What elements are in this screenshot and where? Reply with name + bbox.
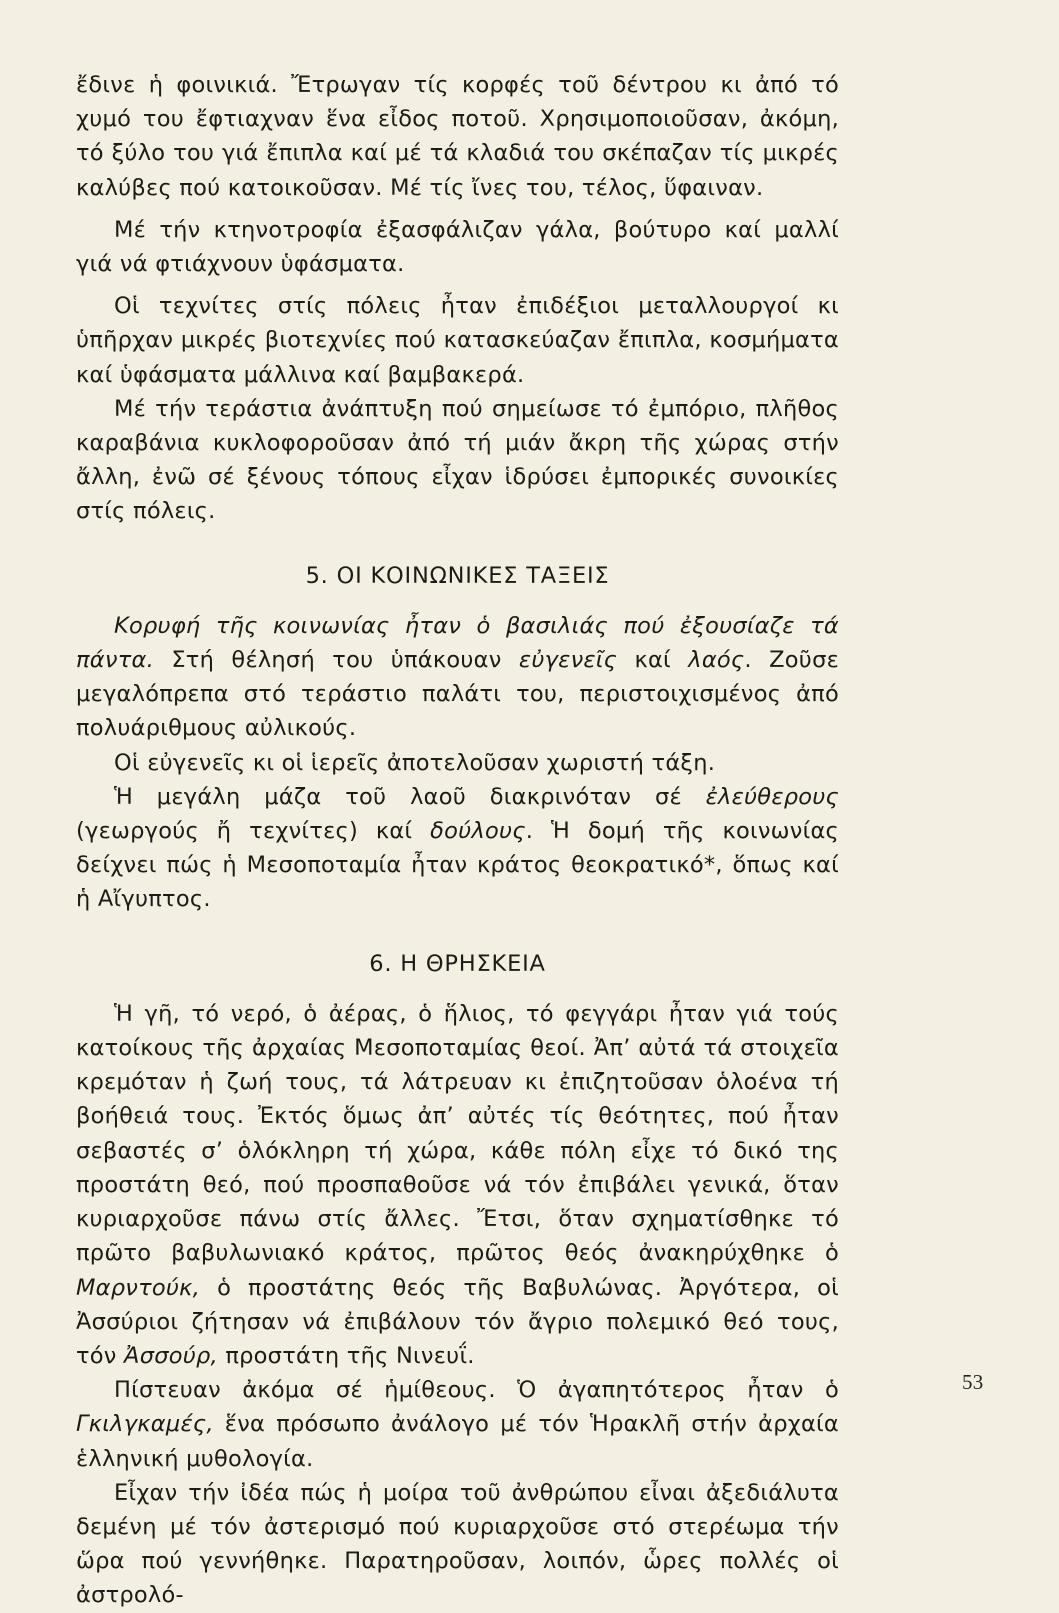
italic-term-people: λαός [688, 647, 745, 674]
paragraph-gods [76, 997, 839, 1373]
paragraph-demigods [76, 1373, 839, 1476]
text-run: . Ζοῦσε μεγαλόπρεπα στό τεράστιο παλάτι του, περιστοιχισμένος ἀπό πολυάριθμους αὐλικούς. [76, 647, 840, 742]
paragraph-nobles-priests: Οἱ εὐγενεῖς κι οἱ ἱερεῖς ἀποτελοῦσαν χωριστή τάξη. [114, 749, 716, 776]
text-run: ὁ προστάτης θεός τῆς Βαβυλώνας. Ἀργότερα, οἱ Ἀσσύριοι ζήτησαν νά ἐπιβάλουν τόν ἄγριο πολεμικό θεό τους, τόν [76, 1274, 839, 1369]
text-run: προστάτη τῆς Νινευΐ. [217, 1342, 475, 1369]
text-run: Ἡ μεγάλη μάζα τοῦ λαοῦ διακρινόταν σέ [114, 783, 706, 810]
text-run: Πίστευαν ἀκόμα σέ ἡμίθεους. Ὁ ἀγαπητότερος ἦταν ὁ [114, 1377, 839, 1404]
paragraph-trade: Μέ τήν τεράστια ἀνάπτυξη πού σημείωσε τό ἐμπόριο, πλῆθος καραβάνια κυκλοφοροῦσαν ἀπό τή μιάν ἄκρη τῆς χώρας στήν ἄλλη, ἐνῶ σέ ξένους τόπους εἶχαν ἱδρύσει ἐμπορικές συνοικίες στίς πόλεις. [76, 395, 839, 525]
italic-king-sentence: Κορυφή τῆς κοινωνίας ἦταν ὁ βασιλιάς πού ἐξουσίαζε τά πάντα. [76, 612, 839, 674]
italic-name-marduk: Μαρντούκ, [76, 1274, 201, 1301]
text-run: καί [617, 647, 689, 674]
paragraph-livestock: Μέ τήν κτηνοτροφία ἐξασφάλιζαν γάλα, βούτυρο καί μαλλί γιά νά φτιάχνουν ὑφάσματα. [76, 216, 839, 278]
italic-term-free: ἐλεύθερους [705, 783, 839, 810]
text-run: . Ἡ δομή τῆς κοινωνίας δείχνει πώς ἡ Μεσοποταμία ἦταν κράτος θεοκρατικό*, ὅπως καί ἡ Αἴγυπτος. [76, 818, 839, 913]
paragraph-craftsmen: Οἱ τεχνίτες στίς πόλεις ἦταν ἐπιδέξιοι μεταλλουργοί κι ὑπῆρχαν μικρές βιοτεχνίες πού κατασκεύαζαν ἔπιπλα, κοσμήματα καί ὑφάσματα μάλλινα καί βαμβακερά. [76, 293, 839, 388]
page-number: 53 [962, 1370, 984, 1394]
text-run: ἕνα πρόσωπο ἀνάλογο μέ τόν Ἡρακλῆ στήν ἀρχαία ἑλληνική μυθολογία. [76, 1411, 839, 1472]
paragraph-gap [76, 205, 839, 213]
section-heading-social-classes: 5. ΟΙ ΚΟΙΝΩΝΙΚΕΣ ΤΑΞΕΙΣ [305, 562, 610, 589]
paragraph-king [76, 609, 839, 746]
italic-name-gilgamesh: Γκιλγκαμές, [76, 1411, 214, 1438]
paragraph-gap [76, 281, 839, 289]
text-run: Στή θέλησή του ὑπάκουαν [153, 647, 519, 674]
paragraph-free-slaves [76, 780, 839, 917]
paragraph-astrology: Εἶχαν τήν ἰδέα πώς ἡ μοίρα τοῦ ἀνθρώπου εἶναι ἀξεδιάλυτα δεμένη μέ τόν ἀστερισμό πού κυριαρχοῦσε στό στερέωμα τήν ὥρα πού γεννήθηκε. Παρατηροῦσαν, λοιπόν, ὧρες πολλές οἱ ἀστρολό- [76, 1479, 839, 1609]
paragraph-date-palm-uses: ἔδινε ἡ φοινικιά. Ἔτρωγαν τίς κορφές τοῦ δέντρου κι ἀπό τό χυμό του ἔφτιαχναν ἕνα εἶδος ποτοῦ. Χρησιμοποιοῦσαν, ἀκόμη, τό ξύλο του γιά ἔπιπλα καί μέ τά κλαδιά του σκέπαζαν τίς μικρές καλύβες πού κατοικοῦσαν. Μέ τίς ἴνες του, τέλος, ὕφαιναν. [76, 72, 839, 201]
italic-name-ashur: Ἀσσούρ, [124, 1342, 218, 1369]
italic-term-slaves: δούλους [430, 818, 526, 845]
text-run: Ἡ γῆ, τό νερό, ὁ ἀέρας, ὁ ἥλιος, τό φεγγάρι ἦταν γιά τούς κατοίκους τῆς ἀρχαίας Μεσοποταμίας θεοί. Ἀπ’ αὐτά τά στοιχεῖα κρεμόταν ἡ ζωή τους, τά λάτρευαν κι ἐπιζητοῦσαν ὁλοένα τή βοήθειά τους. Ἐκτός ὅμως ἀπ’ αὐτές τίς θεότητες, πού ἦταν σεβαστές σ’ ὁλόκληρη τή χώρα, κάθε πόλη εἶχε τό δικό της προστάτη θεό, πού προσπαθοῦσε νά τόν ἐπιβάλει γενικά, ὅταν κυριαρχοῦσε πάνω στίς ἄλλες. Ἔτσι, ὅταν σχηματίσθηκε τό πρῶτο βαβυλωνιακό κράτος, πρῶτος θεός ἀνακηρύχθηκε ὁ [76, 1000, 839, 1267]
italic-term-nobles: εὐγενεῖς [518, 647, 618, 674]
text-run: (γεωργούς ἤ τεχνίτες) καί [76, 818, 431, 845]
section-heading-religion: 6. Η ΘΡΗΣΚΕΙΑ [369, 950, 546, 977]
